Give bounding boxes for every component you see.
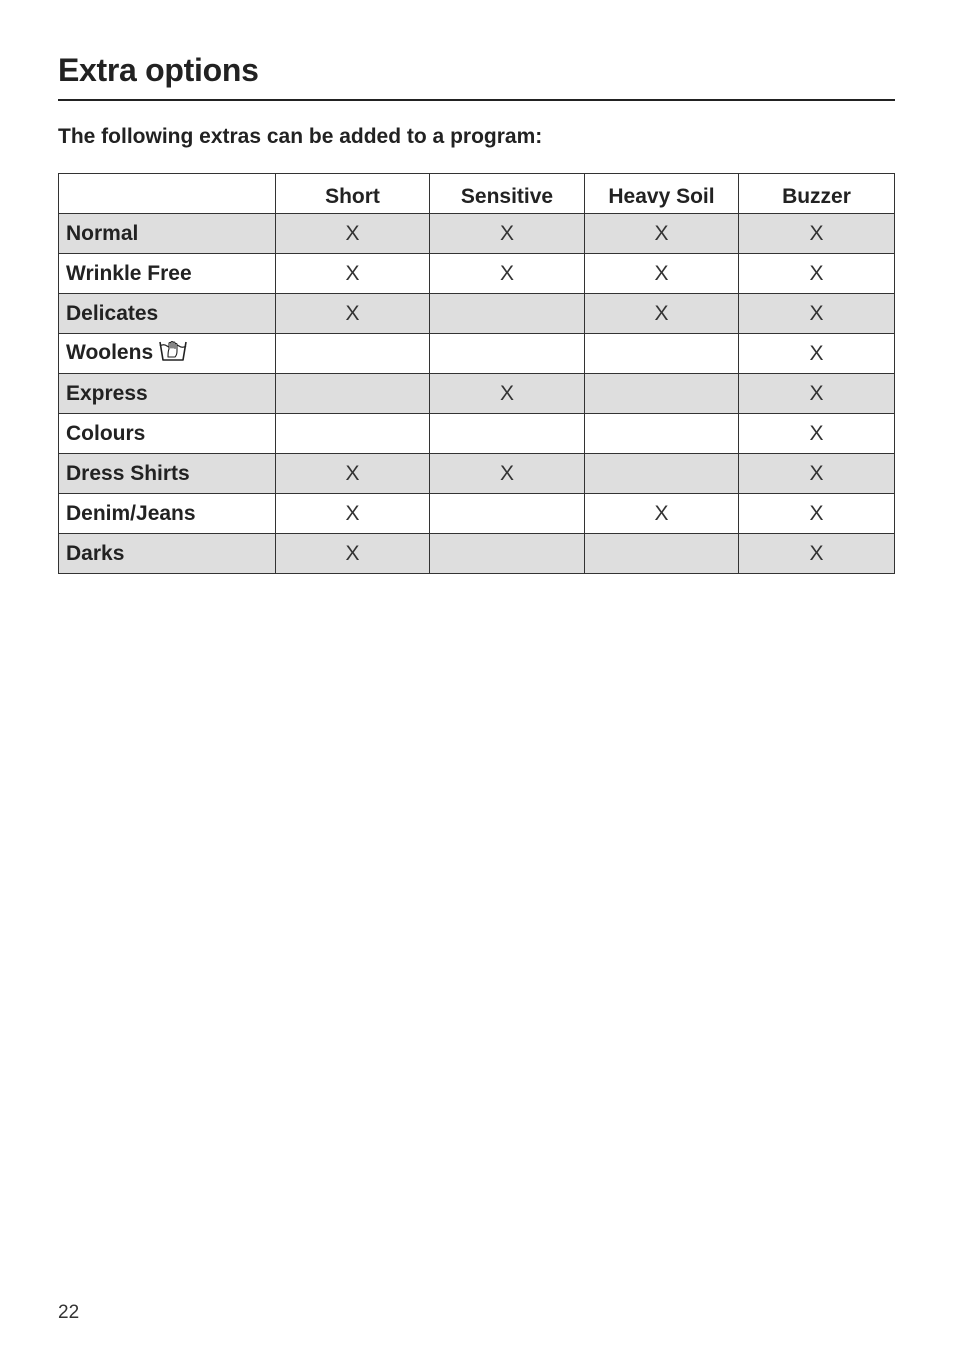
mark-cell: X: [430, 454, 585, 494]
mark-cell: [276, 414, 430, 454]
mark-cell: X: [739, 214, 895, 254]
table-row: [59, 214, 895, 254]
column-header-sensitive: Sensitive: [430, 174, 585, 214]
column-header-buzzer: Buzzer: [739, 174, 895, 214]
mark-cell: X: [276, 494, 430, 534]
table-header-row: [59, 174, 895, 214]
mark-cell: X: [585, 214, 739, 254]
program-name: Darks: [66, 541, 125, 565]
intro-text: The following extras can be added to a program:: [58, 125, 543, 148]
table-row: [59, 534, 895, 574]
mark-cell: X: [276, 294, 430, 334]
mark-cell: X: [585, 294, 739, 334]
program-name: Wrinkle Free: [66, 261, 192, 285]
mark-cell: X: [276, 214, 430, 254]
table-row: [59, 494, 895, 534]
mark-cell: [585, 454, 739, 494]
mark-cell: [585, 534, 739, 574]
mark-cell: X: [430, 254, 585, 294]
mark-cell: X: [739, 334, 895, 374]
mark-cell: X: [585, 254, 739, 294]
table-row: [59, 294, 895, 334]
page-title: Extra options: [58, 52, 259, 88]
mark-cell: X: [739, 534, 895, 574]
mark-cell: X: [739, 414, 895, 454]
mark-cell: X: [430, 374, 585, 414]
program-name: Express: [66, 381, 148, 405]
hand-wash-icon: [159, 340, 187, 368]
table-row: [59, 454, 895, 494]
header-corner-cell: [59, 174, 276, 214]
mark-cell: X: [585, 494, 739, 534]
program-name: Dress Shirts: [66, 461, 190, 485]
mark-cell: X: [739, 454, 895, 494]
program-name: Denim/Jeans: [66, 501, 196, 525]
row-label-delicates: [59, 294, 276, 334]
row-label-dress-shirts: [59, 454, 276, 494]
mark-cell: [430, 414, 585, 454]
program-name: Normal: [66, 221, 139, 245]
mark-cell: X: [276, 254, 430, 294]
row-label-express: [59, 374, 276, 414]
mark-cell: [276, 374, 430, 414]
program-name: Colours: [66, 421, 146, 445]
row-label-woolens: [59, 334, 276, 374]
row-label-denim-jeans: [59, 494, 276, 534]
title-divider: [58, 99, 895, 101]
extras-table: [58, 173, 895, 574]
mark-cell: [430, 294, 585, 334]
mark-cell: X: [739, 294, 895, 334]
mark-cell: X: [739, 494, 895, 534]
page-number: 22: [58, 1302, 80, 1323]
mark-cell: [585, 374, 739, 414]
column-header-heavy-soil: Heavy Soil: [585, 174, 739, 214]
program-name: Delicates: [66, 301, 159, 325]
program-name: Woolens: [66, 340, 154, 364]
row-label-wrinkle-free: [59, 254, 276, 294]
row-label-colours: [59, 414, 276, 454]
row-label-darks: [59, 534, 276, 574]
table-row: [59, 334, 895, 374]
row-label-normal: [59, 214, 276, 254]
column-header-short: Short: [276, 174, 430, 214]
mark-cell: [430, 334, 585, 374]
mark-cell: [430, 494, 585, 534]
mark-cell: [585, 414, 739, 454]
mark-cell: [276, 334, 430, 374]
mark-cell: [585, 334, 739, 374]
table-row: [59, 254, 895, 294]
mark-cell: X: [276, 534, 430, 574]
mark-cell: [430, 534, 585, 574]
mark-cell: X: [430, 214, 585, 254]
table-row: [59, 414, 895, 454]
table-row: [59, 374, 895, 414]
mark-cell: X: [276, 454, 430, 494]
mark-cell: X: [739, 254, 895, 294]
mark-cell: X: [739, 374, 895, 414]
